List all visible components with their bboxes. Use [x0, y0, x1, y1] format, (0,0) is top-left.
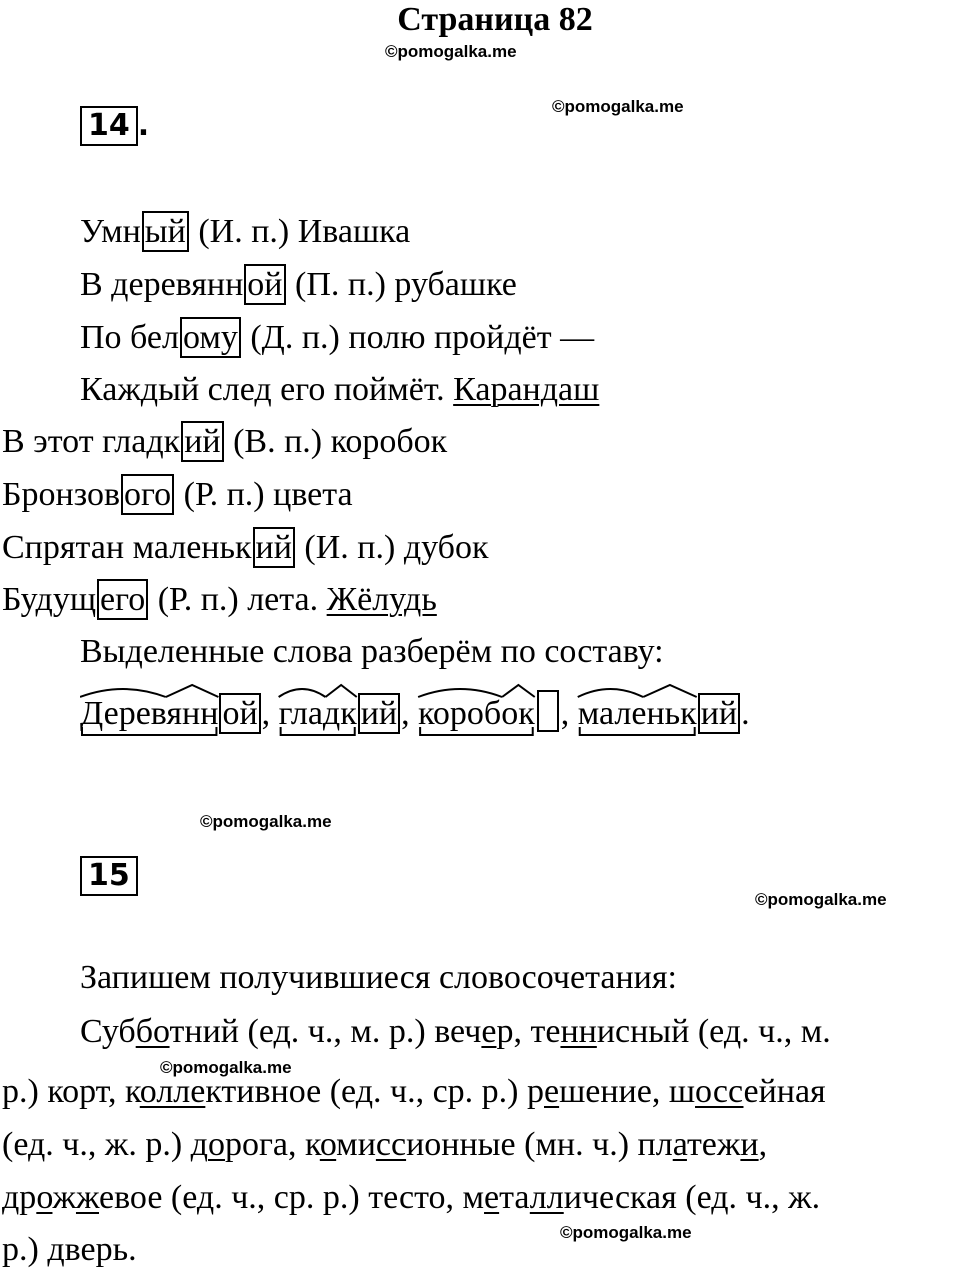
- underlined-spelling: ж: [75, 1179, 100, 1216]
- watermark: ©pomogalka.me: [160, 1058, 292, 1077]
- underlined-spelling: о: [207, 1126, 225, 1163]
- text-fragment: др: [2, 1179, 37, 1216]
- text-fragment: р.) дверь.: [2, 1231, 137, 1268]
- line-text: (П. п.) рубашке: [286, 266, 517, 303]
- underlined-spelling: а: [672, 1126, 687, 1163]
- text-fragment: теж: [686, 1126, 741, 1163]
- parse-ending-box: ий: [358, 693, 400, 734]
- parse-word-stem: маленьк: [577, 695, 697, 732]
- text-fragment: (ед. ч., ж. р.) д: [2, 1126, 208, 1163]
- watermark: ©pomogalka.me: [200, 812, 332, 831]
- ending-box: ого: [121, 474, 174, 515]
- poem-line: [2, 422, 447, 462]
- text-fragment: ми: [336, 1126, 376, 1163]
- text-fragment: ейная: [743, 1073, 826, 1110]
- parse-ending-box: ой: [219, 693, 260, 734]
- underlined-spelling: е: [481, 1013, 497, 1050]
- poem-line: [2, 528, 488, 568]
- underlined-spelling: и: [740, 1126, 759, 1163]
- underlined-spelling: е: [484, 1179, 500, 1216]
- ending-box: ый: [142, 211, 189, 252]
- word-stem: Спрятан маленьк: [2, 529, 252, 566]
- parse-word-stem: гладк: [278, 695, 357, 732]
- ending-box: ой: [244, 264, 285, 305]
- poem-line: [80, 265, 517, 305]
- task-14-number: 14 .: [80, 106, 149, 146]
- text-fragment: тний (ед. ч., м. р.) веч: [169, 1013, 482, 1050]
- ending-box: ий: [181, 421, 223, 462]
- parse-word-stem: коробок: [418, 695, 535, 732]
- underlined-spelling: е: [544, 1073, 560, 1110]
- task-15-line: [2, 1125, 767, 1165]
- underlined-spelling: нн: [560, 1013, 597, 1050]
- line-text: (Р. п.) цвета: [175, 476, 353, 513]
- ending-box: ий: [253, 527, 295, 568]
- riddle-answer: Жёлудь: [326, 581, 437, 618]
- word-stem: Бронзов: [2, 476, 121, 513]
- poem-line: [80, 370, 599, 410]
- word-stem: В этот гладк: [2, 423, 181, 460]
- task-15-number: 15: [80, 856, 138, 896]
- watermark: ©pomogalka.me: [560, 1223, 692, 1242]
- word-stem: Будущ: [2, 581, 97, 618]
- text-fragment: рога, к: [224, 1126, 320, 1163]
- text-fragment: шение, ш: [559, 1073, 696, 1110]
- text-fragment: ионные (мн. ч.) пл: [406, 1126, 673, 1163]
- watermark: ©pomogalka.me: [552, 97, 684, 116]
- text-fragment: р.) корт, к: [2, 1073, 140, 1110]
- underlined-spelling: олле: [139, 1073, 206, 1110]
- text-fragment: исный (ед. ч., м.: [596, 1013, 831, 1050]
- line-text: (Р. п.) лета.: [149, 581, 327, 618]
- watermark: ©pomogalka.me: [385, 42, 517, 61]
- parse-word-stem: Деревянн: [80, 695, 219, 732]
- text-fragment: ическая (ед. ч., ж.: [563, 1179, 821, 1216]
- line-text: (В. п.) коробок: [224, 423, 448, 460]
- word-stem: В деревянн: [80, 266, 244, 303]
- text-fragment: ж: [52, 1179, 76, 1216]
- watermark: ©pomogalka.me: [755, 890, 887, 909]
- poem-line: [80, 318, 594, 358]
- word-stem: По бел: [80, 319, 179, 356]
- line-text: Каждый след его поймёт.: [80, 371, 454, 408]
- underlined-spelling: о: [36, 1179, 53, 1216]
- punctuation: .: [741, 695, 750, 732]
- parse-ending-box-empty: [537, 690, 559, 732]
- text-fragment: Суб: [80, 1013, 136, 1050]
- task-15-line: [2, 1230, 137, 1270]
- word-stem: Умн: [80, 213, 141, 250]
- morpheme-parse-line: [80, 690, 750, 734]
- ending-box: ому: [180, 317, 241, 358]
- underlined-spelling: сс: [375, 1126, 407, 1163]
- underlined-spelling: осс: [695, 1073, 744, 1110]
- punctuation: ,: [560, 695, 578, 732]
- task-15-line: [80, 1012, 831, 1052]
- line-text: (И. п.) дубок: [295, 529, 489, 566]
- line-text: (Д. п.) полю пройдёт —: [241, 319, 595, 356]
- poem-line: [2, 475, 353, 515]
- underlined-spelling: лл: [529, 1179, 564, 1216]
- ending-box: его: [97, 579, 148, 620]
- line-text: (И. п.) Ивашка: [189, 213, 411, 250]
- underlined-spelling: о: [319, 1126, 337, 1163]
- poem-line: [2, 580, 437, 620]
- text-fragment: р, те: [496, 1013, 561, 1050]
- text-fragment: ктивное (ед. ч., ср. р.) р: [205, 1073, 544, 1110]
- parse-ending-box: ий: [698, 693, 740, 734]
- punctuation: ,: [261, 695, 279, 732]
- text-fragment: та: [499, 1179, 530, 1216]
- underlined-spelling: бо: [135, 1013, 170, 1050]
- task-15-intro: Запишем получившиеся словосочетания:: [80, 959, 677, 996]
- text-fragment: евое (ед. ч., ср. р.) тесто, м: [99, 1179, 485, 1216]
- page-title: Страница 82: [397, 1, 593, 38]
- punctuation: ,: [401, 695, 419, 732]
- riddle-answer: Карандаш: [453, 371, 600, 408]
- task-15-line: [2, 1072, 826, 1112]
- poem-line: [80, 212, 410, 252]
- parse-intro: Выделенные слова разберём по составу:: [80, 633, 664, 670]
- task-15-line: [2, 1178, 820, 1218]
- text-fragment: ,: [758, 1126, 768, 1163]
